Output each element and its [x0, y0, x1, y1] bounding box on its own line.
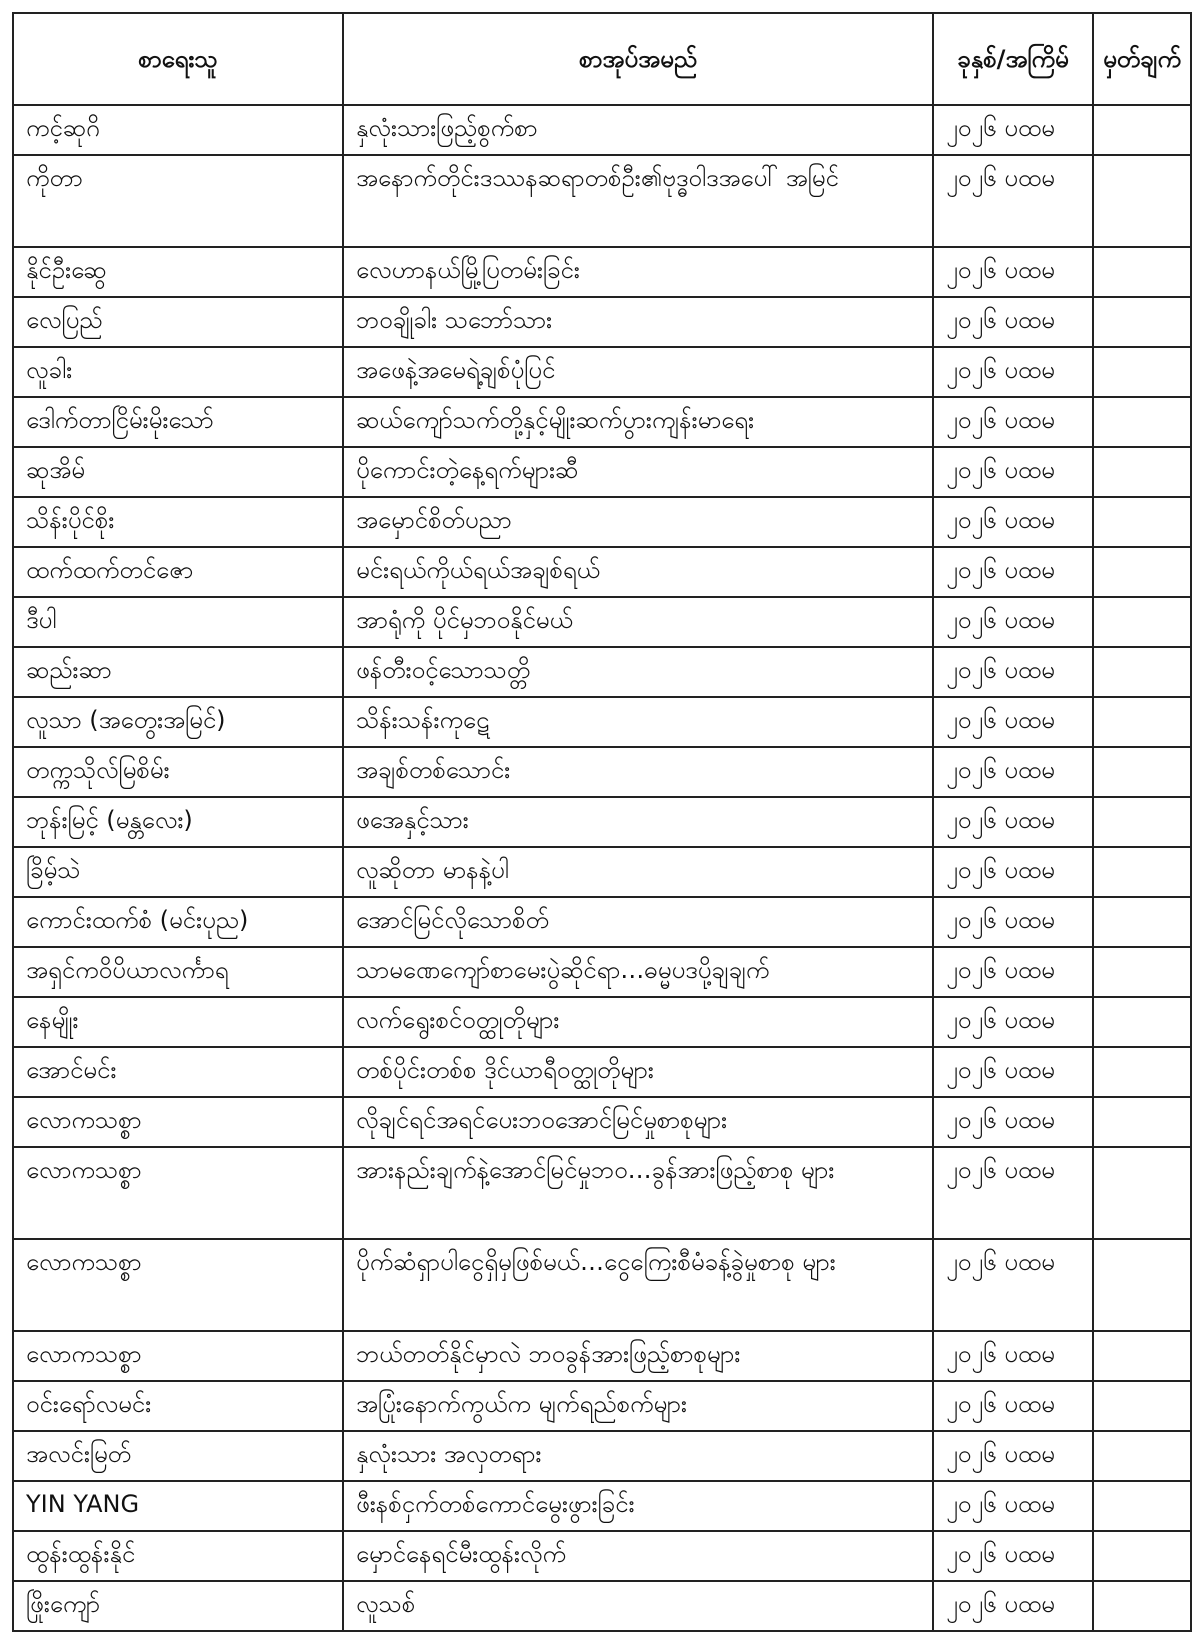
cell-title: ဘယ်တတ်နိုင်မှာလဲ ဘဝခွန်အားဖြည့်စာစုများ [343, 1331, 933, 1381]
table-row [13, 397, 1191, 447]
header-author: စာရေးသူ [13, 13, 343, 105]
cell-edition: ၂၀၂၆ ပထမ [933, 105, 1093, 155]
cell-author: လောကသစ္စာ [13, 1331, 343, 1381]
cell-author: ဝင်းရော်လမင်း [13, 1381, 343, 1431]
cell-remarks [1093, 1381, 1191, 1431]
cell-title: ဖန်တီးဝင့်သောသတ္တိ [343, 647, 933, 697]
cell-remarks [1093, 747, 1191, 797]
cell-author: ဒီပါ [13, 597, 343, 647]
cell-title: ဖီးနစ်ငှက်တစ်ကောင်မွေးဖွားခြင်း [343, 1481, 933, 1531]
cell-author: အရှင်ကဝိပိယာလင်္ကာရ [13, 947, 343, 997]
cell-remarks [1093, 297, 1191, 347]
cell-edition: ၂၀၂၆ ပထမ [933, 1239, 1093, 1331]
cell-edition: ၂၀၂၆ ပထမ [933, 247, 1093, 297]
cell-remarks [1093, 1047, 1191, 1097]
cell-edition: ၂၀၂၆ ပထမ [933, 1381, 1093, 1431]
cell-remarks [1093, 1431, 1191, 1481]
cell-remarks [1093, 347, 1191, 397]
cell-edition: ၂၀၂၆ ပထမ [933, 1331, 1093, 1381]
cell-title: အာရုံကို ပိုင်မှဘဝနိုင်မယ် [343, 597, 933, 647]
cell-edition: ၂၀၂၆ ပထမ [933, 397, 1093, 447]
cell-remarks [1093, 647, 1191, 697]
cell-title: ဆယ်ကျော်သက်တို့နှင့်မျိုးဆက်ပွားကျန်းမာရေး [343, 397, 933, 447]
cell-edition: ၂၀၂၆ ပထမ [933, 1431, 1093, 1481]
cell-edition: ၂၀၂၆ ပထမ [933, 947, 1093, 997]
cell-edition: ၂၀၂၆ ပထမ [933, 797, 1093, 847]
cell-author: လောကသစ္စာ [13, 1147, 343, 1239]
cell-author: လူခါး [13, 347, 343, 397]
cell-remarks [1093, 897, 1191, 947]
cell-edition: ၂၀၂၆ ပထမ [933, 1531, 1093, 1581]
table-row [13, 747, 1191, 797]
cell-edition: ၂၀၂၆ ပထမ [933, 747, 1093, 797]
table-row [13, 847, 1191, 897]
table-row [13, 897, 1191, 947]
cell-author: ကောင်းထက်စံ (မင်းပုည) [13, 897, 343, 947]
cell-edition: ၂၀၂၆ ပထမ [933, 447, 1093, 497]
table-row [13, 297, 1191, 347]
cell-title: ဘဝချိုခါး သဘော်သား [343, 297, 933, 347]
table-row [13, 497, 1191, 547]
cell-edition: ၂၀၂၆ ပထမ [933, 697, 1093, 747]
cell-author: ဖြိုးကျော် [13, 1581, 343, 1631]
table-row [13, 997, 1191, 1047]
cell-edition: ၂၀၂၆ ပထမ [933, 847, 1093, 897]
cell-title: လူဆိုတာ မာနနဲ့ပါ [343, 847, 933, 897]
table-header-row [13, 13, 1191, 105]
table-row [13, 1047, 1191, 1097]
cell-remarks [1093, 797, 1191, 847]
cell-author: ကင့်ဆုဂိ [13, 105, 343, 155]
cell-remarks [1093, 1147, 1191, 1239]
cell-author: လောကသစ္စာ [13, 1097, 343, 1147]
cell-author: ဆည်းဆာ [13, 647, 343, 697]
table-row [13, 797, 1191, 847]
cell-author: ခြိမ့်သဲ [13, 847, 343, 897]
cell-remarks [1093, 1239, 1191, 1331]
cell-remarks [1093, 247, 1191, 297]
cell-remarks [1093, 1331, 1191, 1381]
header-edition: ခုနှစ်/အကြိမ် [933, 13, 1093, 105]
table-row [13, 1531, 1191, 1581]
cell-author: အလင်းမြတ် [13, 1431, 343, 1481]
cell-title: လူသစ် [343, 1581, 933, 1631]
cell-title: အောင်မြင်လိုသောစိတ် [343, 897, 933, 947]
cell-remarks [1093, 1581, 1191, 1631]
cell-author: ထွန်းထွန်းနိုင် [13, 1531, 343, 1581]
table-row [13, 1581, 1191, 1631]
table-row [13, 1239, 1191, 1331]
cell-title: အချစ်တစ်သောင်း [343, 747, 933, 797]
cell-author: ဆုအိမ် [13, 447, 343, 497]
cell-title: နှလုံးသား အလှတရား [343, 1431, 933, 1481]
cell-author: ကိုတာ [13, 155, 343, 247]
cell-title: အားနည်းချက်နဲ့အောင်မြင်မှုဘဝ…ခွန်အားဖြည့်စာစု များ [343, 1147, 933, 1239]
cell-title: မှောင်နေရင်မီးထွန်းလိုက် [343, 1531, 933, 1581]
cell-title: သာမဏေကျော်စာမေးပွဲဆိုင်ရာ…ဓမ္မပဒပို့ချချက် [343, 947, 933, 997]
table-row [13, 547, 1191, 597]
table-row [13, 1481, 1191, 1531]
cell-remarks [1093, 497, 1191, 547]
table-row [13, 1431, 1191, 1481]
cell-remarks [1093, 697, 1191, 747]
table-row [13, 105, 1191, 155]
cell-remarks [1093, 997, 1191, 1047]
table-row [13, 1331, 1191, 1381]
cell-edition: ၂၀၂၆ ပထမ [933, 647, 1093, 697]
book-list-sheet [12, 12, 1190, 1632]
cell-remarks [1093, 597, 1191, 647]
cell-author: လေပြည် [13, 297, 343, 347]
book-list-table [12, 12, 1192, 1632]
cell-title: သိန်းသန်းကုဋေ [343, 697, 933, 747]
table-row [13, 447, 1191, 497]
cell-remarks [1093, 105, 1191, 155]
cell-edition: ၂၀၂၆ ပထမ [933, 1481, 1093, 1531]
table-row [13, 1147, 1191, 1239]
cell-author: တက္ကသိုလ်မြစိမ်း [13, 747, 343, 797]
cell-title: အနောက်တိုင်းဒဿနဆရာတစ်ဦး၏ဗုဒ္ဓဝါဒအပေါ် အမြင် [343, 155, 933, 247]
table-row [13, 597, 1191, 647]
cell-edition: ၂၀၂၆ ပထမ [933, 297, 1093, 347]
cell-edition: ၂၀၂၆ ပထမ [933, 597, 1093, 647]
cell-edition: ၂၀၂၆ ပထမ [933, 1047, 1093, 1097]
table-row [13, 647, 1191, 697]
cell-author: နေမျိုး [13, 997, 343, 1047]
cell-title: ပိုကောင်းတဲ့နေ့ရက်များဆီ [343, 447, 933, 497]
table-row [13, 1381, 1191, 1431]
header-title: စာအုပ်အမည် [343, 13, 933, 105]
cell-title: အမှောင်စိတ်ပညာ [343, 497, 933, 547]
cell-author: သိန်းပိုင်စိုး [13, 497, 343, 547]
cell-title: အဖေနဲ့အမေရဲ့ချစ်ပုံပြင် [343, 347, 933, 397]
cell-remarks [1093, 1531, 1191, 1581]
cell-edition: ၂၀၂၆ ပထမ [933, 155, 1093, 247]
cell-author: အောင်မင်း [13, 1047, 343, 1097]
cell-remarks [1093, 1481, 1191, 1531]
cell-remarks [1093, 847, 1191, 897]
cell-author: လူသာ (အတွေးအမြင်) [13, 697, 343, 747]
cell-title: လေဟာနယ်မြို့ပြတမ်းခြင်း [343, 247, 933, 297]
cell-author: ထက်ထက်တင်ဇော [13, 547, 343, 597]
table-row [13, 347, 1191, 397]
table-row [13, 155, 1191, 247]
cell-title: လက်ရွေးစင်ဝတ္ထုတိုများ [343, 997, 933, 1047]
table-row [13, 947, 1191, 997]
header-remarks: မှတ်ချက် [1093, 13, 1191, 105]
cell-edition: ၂၀၂၆ ပထမ [933, 1581, 1093, 1631]
cell-edition: ၂၀၂၆ ပထမ [933, 547, 1093, 597]
cell-edition: ၂၀၂၆ ပထမ [933, 497, 1093, 547]
cell-remarks [1093, 155, 1191, 247]
cell-author: လောကသစ္စာ [13, 1239, 343, 1331]
table-row [13, 1097, 1191, 1147]
cell-title: မင်းရယ်ကိုယ်ရယ်အချစ်ရယ် [343, 547, 933, 597]
cell-title: တစ်ပိုင်းတစ်စ ဒိုင်ယာရီဝတ္ထုတိုများ [343, 1047, 933, 1097]
cell-title: ဖအေနှင့်သား [343, 797, 933, 847]
cell-title: အပြုံးနောက်ကွယ်က မျက်ရည်စက်များ [343, 1381, 933, 1431]
table-row [13, 697, 1191, 747]
cell-remarks [1093, 397, 1191, 447]
cell-remarks [1093, 1097, 1191, 1147]
cell-author: YIN YANG [13, 1481, 343, 1531]
table-row [13, 247, 1191, 297]
cell-title: ပိုက်ဆံရှာပါငွေရှိမှဖြစ်မယ်…ငွေကြေးစီမံခန့်ခွဲမှုစာစု များ [343, 1239, 933, 1331]
cell-author: ဒေါက်တာငြိမ်းမိုးသော် [13, 397, 343, 447]
cell-author: ဘုန်းမြင့် (မန္တလေး) [13, 797, 343, 847]
cell-edition: ၂၀၂၆ ပထမ [933, 897, 1093, 947]
cell-remarks [1093, 947, 1191, 997]
cell-edition: ၂၀၂၆ ပထမ [933, 997, 1093, 1047]
cell-title: နှလုံးသားဖြည့်စွက်စာ [343, 105, 933, 155]
cell-remarks [1093, 547, 1191, 597]
cell-edition: ၂၀၂၆ ပထမ [933, 1097, 1093, 1147]
cell-edition: ၂၀၂၆ ပထမ [933, 1147, 1093, 1239]
cell-remarks [1093, 447, 1191, 497]
cell-edition: ၂၀၂၆ ပထမ [933, 347, 1093, 397]
cell-title: လိုချင်ရင်အရင်ပေးဘဝအောင်မြင်မှုစာစုများ [343, 1097, 933, 1147]
cell-author: နိုင်ဦးဆွေ [13, 247, 343, 297]
